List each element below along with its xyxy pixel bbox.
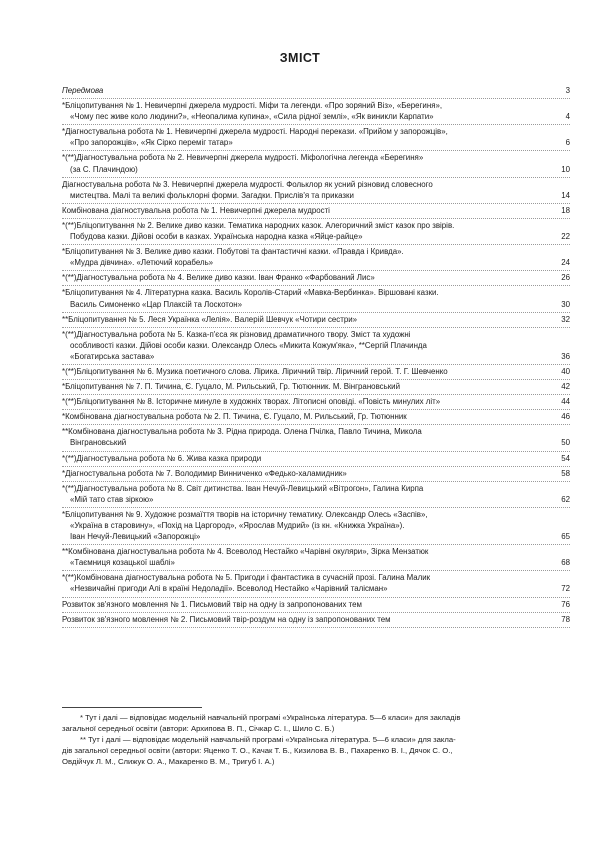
toc-entry-text: *Комбінована діагностувальна робота № 2. П. Тичина, Є. Гуцало, М. Рильський, Гр. Тютюнник xyxy=(62,412,407,422)
footnote-line: загальної середньої освіти (автори: Архипова В. П., Січкар С. І., Шило С. Б.) xyxy=(62,724,335,733)
toc-entry-text: *(**)Діагностувальна робота № 4. Велике диво казки. Іван Франко «Фарбований Лис» xyxy=(62,273,375,283)
toc-page-number: 54 xyxy=(561,453,570,463)
toc-entry-text: *(**)Бліцопитування № 2. Велике диво казки. Тематика народних казок. Алегоричний зміст казок про звірів. xyxy=(62,220,455,230)
toc-page-number: 30 xyxy=(561,299,570,309)
toc-entry xyxy=(62,467,570,482)
toc-page-number: 26 xyxy=(561,273,570,283)
toc-entry-text: *(**)Діагностувальна робота № 2. Невичерпні джерела мудрості. Міфологічна легенда «Берегиня» xyxy=(62,153,424,163)
toc-page-number: 10 xyxy=(561,164,570,174)
toc-entry xyxy=(62,151,570,177)
footnote-line: ** Тут і далі — відповідає модельній навчальній програмі «Українська література. 5—6 класи» для закла- xyxy=(80,735,456,744)
toc-page-number: 44 xyxy=(561,397,570,407)
toc-entry xyxy=(62,313,570,328)
toc-page-number: 65 xyxy=(561,532,570,542)
toc-entry xyxy=(62,410,570,425)
toc-entry-text: *Бліцопитування № 9. Художнє розмаїття творів на історичну тематику. Олександр Олесь «Заспів», xyxy=(62,509,428,519)
toc-entry-text: (за С. Плачиндою) xyxy=(70,164,138,174)
toc-entry xyxy=(62,452,570,467)
toc-entry-text: Розвиток зв'язного мовлення № 2. Письмовий твір-роздум на одну із запропонованих тем xyxy=(62,614,391,624)
toc-entry-text: *(**)Бліцопитування № 6. Музика поетичного слова. Лірика. Ліричний твір. Ліричний герой. Т. Г. Шевченко xyxy=(62,366,448,376)
toc-entry-text: Комбінована діагностувальна робота № 1. Невичерпні джерела мудрості xyxy=(62,205,330,215)
toc-entry-text: *Діагностувальна робота № 7. Володимир Винниченко «Федько-халамидник» xyxy=(62,468,347,478)
toc-entry-text: *(**)Діагностувальна робота № 5. Казка-п'єса як різновид драматичного твору. Зміст та художні xyxy=(62,329,411,339)
toc-page-number: 58 xyxy=(561,468,570,478)
toc-entry xyxy=(62,84,570,99)
toc-page-number: 24 xyxy=(561,258,570,268)
toc-page-number: 46 xyxy=(561,412,570,422)
page-title: ЗМІСТ xyxy=(279,51,321,65)
toc-entry-text: *Бліцопитування № 3. Велике диво казки. Побутові та фантастичні казки. «Правда і Кривда». xyxy=(62,247,404,257)
toc-page-number: 36 xyxy=(561,351,570,361)
toc-entry xyxy=(62,571,570,597)
toc-page-number: 78 xyxy=(561,614,570,624)
toc-entry xyxy=(62,380,570,395)
toc-entry xyxy=(62,395,570,410)
toc-entry xyxy=(62,482,570,508)
toc-page-number: 50 xyxy=(561,438,570,448)
toc-page-number: 76 xyxy=(561,599,570,609)
toc-entry-text: «Мудра дівчина». «Летючий корабель» xyxy=(70,258,214,268)
toc-entry-text: *Діагностувальна робота № 1. Невичерпні джерела мудрості. Народні перекази. «Прийом у запорожців», xyxy=(62,127,448,137)
toc-entry xyxy=(62,613,570,628)
toc-entry xyxy=(62,508,570,545)
toc-entry-text: Передмова xyxy=(62,86,104,95)
toc-entry-text: *Бліцопитування № 7. П. Тичина, Є. Гуцало, М. Рильський, Гр. Тютюнник. М. Вінграновський xyxy=(62,382,400,392)
toc-entry xyxy=(62,125,570,151)
toc-page-number: 22 xyxy=(561,232,570,242)
toc-entry-text: мистецтва. Малі та великі фольклорні форми. Загадки. Прислів'я та приказки xyxy=(70,190,354,200)
toc-entry-text: Василь Симоненко «Цар Плаксій та Лоскотон» xyxy=(70,299,242,309)
toc-page-number: 14 xyxy=(561,190,570,200)
toc-entry xyxy=(62,598,570,613)
footnote-line: дів загальної середньої освіти (автори: Яценко Т. О., Качак Т. Б., Кизилова В. В., Пахаренко В. І., Дячок С. О., xyxy=(62,746,453,755)
toc-entry-text: Побудова казки. Дійові особи в казках. Українська народна казка «Яйце-райце» xyxy=(70,232,363,242)
toc-entry xyxy=(62,365,570,380)
toc-entry xyxy=(62,286,570,312)
toc-page-number: 68 xyxy=(561,558,570,568)
toc-page-number: 3 xyxy=(565,86,570,95)
toc-entry xyxy=(62,245,570,271)
footnote-line: Овдійчук Л. М., Слижук О. А., Макаренко В. М., Тригуб І. А.) xyxy=(62,757,275,766)
toc-entry xyxy=(62,328,570,365)
toc-entry-text: Іван Нечуй-Левицький «Запорожці» xyxy=(70,532,201,542)
toc-entry-text: «Україна в старовину», «Похід на Царгород», «Ярослав Мудрий» (із кн. «Книжка Україна»). xyxy=(70,521,405,530)
toc-page-number: 72 xyxy=(561,584,570,594)
toc-entry-text: Діагностувальна робота № 3. Невичерпні джерела мудрості. Фольклор як усний різновид словесного xyxy=(62,179,433,189)
toc-entry-text: *(**)Бліцопитування № 8. Історичне минуле в художніх творах. Літописні оповіді. «Повість минулих літ» xyxy=(62,397,441,407)
toc-entry xyxy=(62,545,570,571)
toc-entry-text: **Комбінована діагностувальна робота № 4. Всеволод Нестайко «Чарівні окуляри», Зірка Мензатюк xyxy=(62,547,429,557)
toc-entry-text: **Комбінована діагностувальна робота № 3. Рідна природа. Олена Пчілка, Павло Тичина, Микола xyxy=(62,427,422,437)
toc-entry-text: *Бліцопитування № 4. Літературна казка. Василь Королів-Старий «Мавка-Вербинка». Віршовані казки. xyxy=(62,288,439,298)
toc-entry-text: «Богатирська застава» xyxy=(70,351,155,361)
toc-entry-text: «Про запорожців», «Як Сірко переміг татар» xyxy=(70,138,233,148)
toc-page-number: 42 xyxy=(561,382,570,392)
toc-entry xyxy=(62,219,570,245)
toc-page-number: 32 xyxy=(561,314,570,324)
toc-entry-text: *(**)Діагностувальна робота № 6. Жива казка природи xyxy=(62,453,262,463)
toc-page-number: 62 xyxy=(561,494,570,504)
toc-entry-text: «Мій тато став зіркою» xyxy=(70,494,154,504)
toc-entry xyxy=(62,271,570,286)
toc-entry-text: **Бліцопитування № 5. Леся Українка «Лелія». Валерій Шевчук «Чотири сестри» xyxy=(62,314,358,324)
toc-entry-text: *(**)Комбінована діагностувальна робота № 5. Пригоди і фантастика в сучасній прозі. Галина Малик xyxy=(62,573,431,583)
toc-entry xyxy=(62,178,570,204)
toc-entry xyxy=(62,425,570,451)
toc-entry xyxy=(62,204,570,219)
footnote-divider xyxy=(62,707,202,708)
footnote-line: * Тут і далі — відповідає модельній навчальній програмі «Українська література. 5—6 класи» для закладів xyxy=(80,713,461,722)
toc-entry xyxy=(62,99,570,125)
toc-entry-text: особливості казки. Дійові особи казки. Олександр Олесь «Микита Кожум'яка», **Сергій Плачинда xyxy=(70,340,427,350)
toc-entry-text: «Чому пес живе коло людини?», «Неопалима купина», «Сила рідної землі», «Як виникли Карпати» xyxy=(70,112,434,122)
toc-entry-text: Розвиток зв'язного мовлення № 1. Письмовий твір на одну із запропонованих тем xyxy=(62,599,362,609)
toc-page-number: 18 xyxy=(561,205,570,215)
toc-entry-text: «Незвичайні пригоди Алі в країні Недоладії». Всеволод Нестайко «Чарівний талісман» xyxy=(70,584,388,594)
toc-entry-text: «Таємниця козацької шаблі» xyxy=(70,558,175,568)
toc-page-number: 4 xyxy=(565,112,570,122)
footnotes xyxy=(62,712,570,767)
table-of-contents xyxy=(62,84,570,628)
toc-page-number: 40 xyxy=(561,366,570,376)
toc-page-number: 6 xyxy=(565,138,570,148)
toc-entry-text: *(**)Діагностувальна робота № 8. Світ дитинства. Іван Нечуй-Левицький «Вітрогон», Галина Кирпа xyxy=(62,483,424,493)
toc-entry-text: Вінграновський xyxy=(70,438,127,448)
toc-entry-text: *Бліцопитування № 1. Невичерпні джерела мудрості. Міфи та легенди. «Про зоряний Віз», «Берегиня», xyxy=(62,101,443,111)
